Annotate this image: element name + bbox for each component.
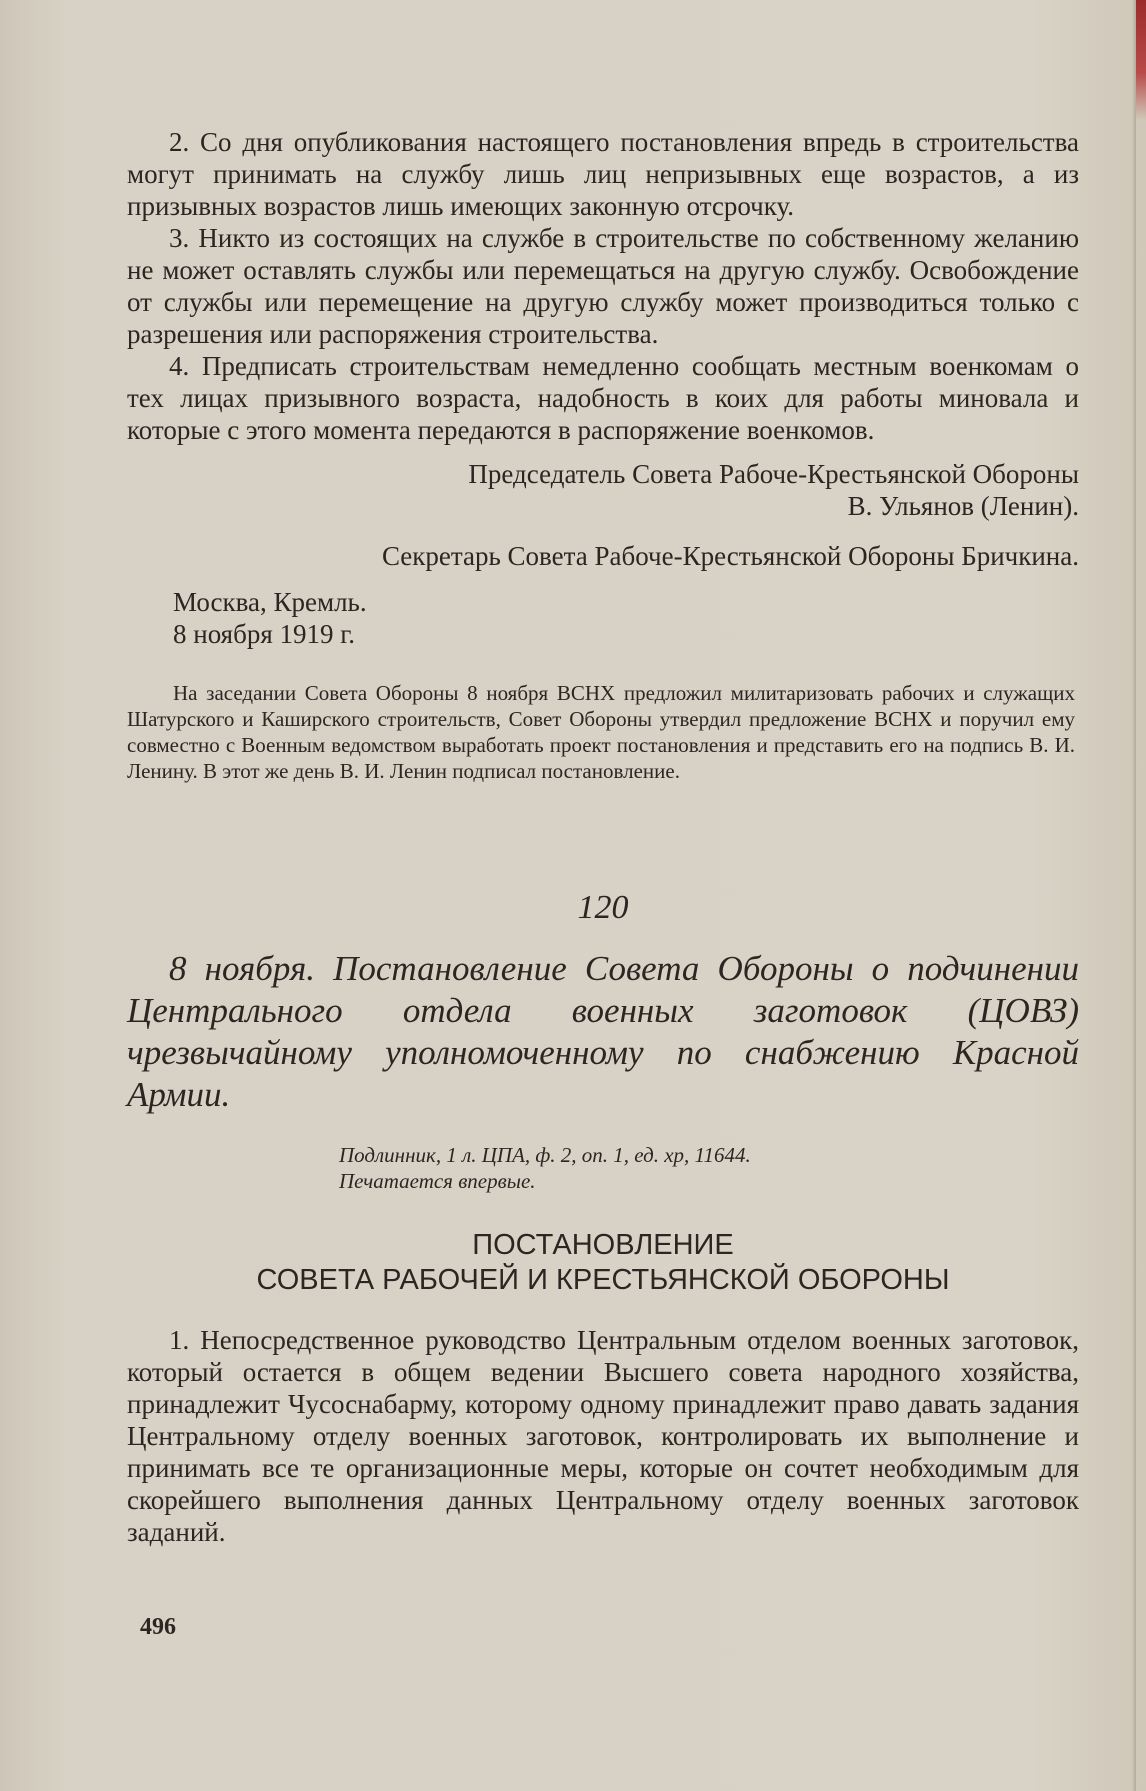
paragraph-3: 3. Никто из состоящих на службе в строительстве по собственному желанию не может оставлять службы или перемещаться на другую службу. Освобождение от службы или перемещение на другую службу может производиться только с разрешения или распоряжения строительства. bbox=[127, 223, 1079, 349]
paragraph-2: 2. Со дня опубликования настоящего постановления впредь в строительства могут принимать на службу лишь лиц непризывных еще возрастов, а из призывных возрастов лишь имеющих законную отсрочку. bbox=[127, 127, 1079, 221]
document-number: 120 bbox=[577, 889, 629, 926]
paragraph-4: 4. Предписать строительствам немедленно сообщать местным военкомам о тех лицах призывного возраста, надобность в коих для работы миновала и которые с этого момента передаются в распоряжение военкомов. bbox=[127, 351, 1079, 445]
page-number: 496 bbox=[140, 1614, 176, 1640]
chairman-name: В. Ульянов (Ленин). bbox=[847, 491, 1079, 521]
book-spine-edge bbox=[1136, 0, 1146, 120]
signature-block bbox=[127, 458, 1079, 650]
resolution-paragraph-1: 1. Непосредственное руководство Центральным отделом военных заготовок, который остается в общем ведении Высшего совета народного хозяйства, принадлежит Чусоснабарму, которому одному принадлежит право давать задания Центральному отделу военных заготовок, контролировать их выполнение и принимать все те организационные меры, которые он сочтет необходимым для скорейшего выполнения данных Центральному отделу военных заготовок заданий. bbox=[127, 1325, 1079, 1547]
date-line: 8 ноября 1919 г. bbox=[173, 619, 356, 649]
secretary-line: Секретарь Совета Рабоче-Крестьянской Обороны Бричкина. bbox=[381, 541, 1079, 571]
source-reference bbox=[339, 1142, 1079, 1194]
place-line: Москва, Кремль. bbox=[173, 587, 367, 617]
title-line-1: ПОСТАНОВЛЕНИЕ bbox=[472, 1229, 734, 1261]
document-heading: 8 ноября. Постановление Совета Обороны о подчинении Центрального отдела военных заготовок (ЦОВЗ) чрезвычайному уполномоченному по снабжению Красной Армии. bbox=[127, 949, 1079, 1114]
editorial-note: На заседании Совета Обороны 8 ноября ВСНХ предложил милитаризовать рабочих и служащих Шатурского и Каширского строительств, Совет Обороны утвердил предложение ВСНХ и поручил ему совместно с Военным ведомством выработать проект постановления и представить его на подпись В. И. Ленину. В этот же день В. И. Ленин подписал постановление. bbox=[127, 681, 1075, 783]
resolution-title bbox=[127, 1228, 1079, 1298]
title-line-2: СОВЕТА РАБОЧЕЙ И КРЕСТЬЯНСКОЙ ОБОРОНЫ bbox=[256, 1264, 950, 1296]
source-line-1: Подлинник, 1 л. ЦПА, ф. 2, оп. 1, ед. хр, 11644. bbox=[339, 1143, 751, 1167]
chairman-line: Председатель Совета Рабоче-Крестьянской Обороны bbox=[468, 459, 1079, 489]
page-gutter-shadow bbox=[1132, 0, 1136, 1791]
source-line-2: Печатается впервые. bbox=[339, 1169, 536, 1193]
page-content bbox=[127, 126, 1079, 1548]
